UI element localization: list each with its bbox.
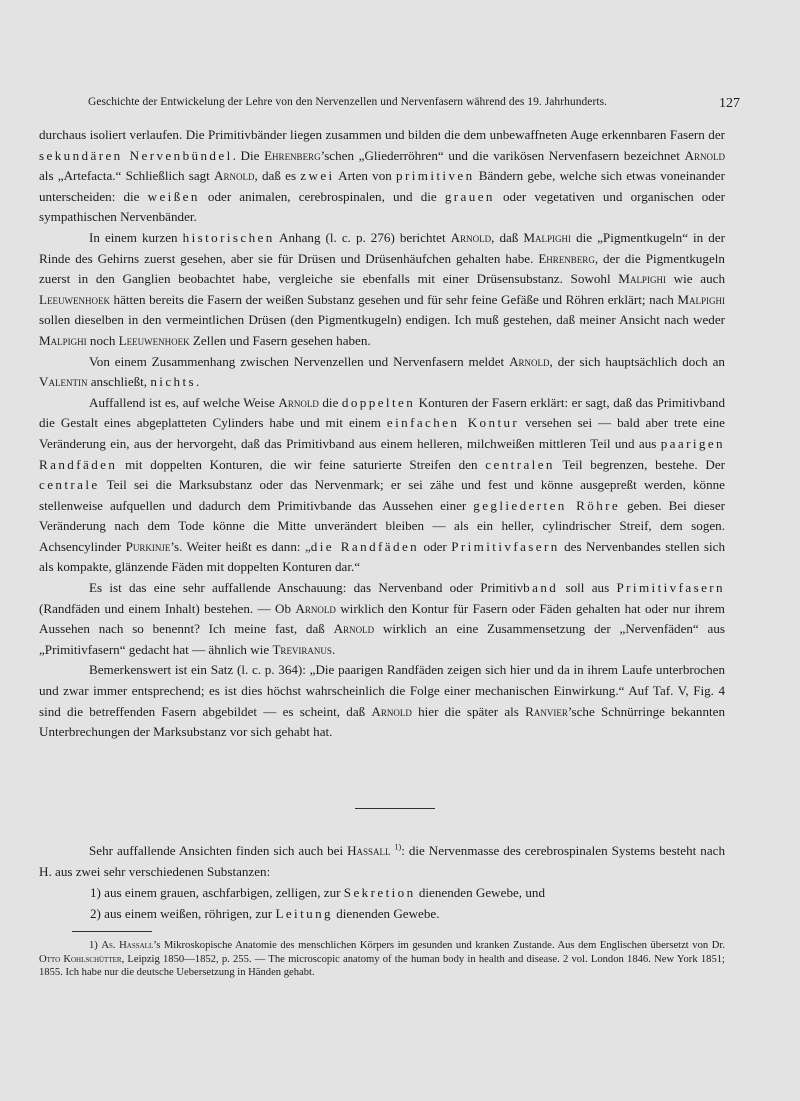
text-run: Es ist das eine sehr auffallende Anschauung: das Nervenband oder Primitiv — [89, 580, 524, 596]
author-name: Arnold — [333, 621, 375, 637]
page-number: 127 — [719, 96, 740, 111]
author-name: Otto Kohlschütter — [39, 953, 122, 965]
text-run: noch — [86, 332, 119, 348]
hassall-section — [39, 840, 725, 924]
text-run: ’sche Schnürringe bekannten Unterbrechungen der Marksubstanz vor sich gehabt hat. — [39, 703, 725, 740]
spaced-emphasis: grauen — [444, 188, 495, 204]
text-run: ’s. Weiter heißt es dann: „ — [170, 538, 311, 554]
text-run: oder animalen, cerebrospinalen, und die — [199, 188, 445, 204]
text-run: ’schen „Gliederröhren“ und die varikösen Nervenfasern bezeichnet — [320, 147, 685, 163]
author-name: Arnold — [684, 147, 725, 163]
author-name: Arnold — [450, 229, 492, 245]
footnote-ref: 1) — [394, 842, 402, 852]
footnote — [39, 939, 725, 980]
author-name: Malpighi — [677, 291, 725, 307]
spaced-emphasis: Primitivfasern — [451, 538, 560, 554]
author-name: Purkinje — [125, 538, 171, 554]
text-run: Von einem Zusammenhang zwischen Nervenzellen und Nervenfasern meldet — [89, 353, 510, 369]
text-run: Teil begrenzen, bestehe. Der — [554, 456, 725, 472]
text-run: oder vegetativen und organischen oder sympathischen Nervenbänder. — [39, 188, 726, 225]
text-run: wie auch — [665, 271, 725, 287]
text-run: , der die Pigmentkugeln zuerst in den Ganglien beobachtet habe, vergleiche sie ebenfalls mit einer Drüsensubstanz. Sowohl — [39, 250, 725, 287]
paragraph — [39, 125, 725, 228]
author-name: Arnold — [295, 600, 336, 616]
section-divider — [355, 808, 435, 809]
text-run: durchaus isoliert verlaufen. Die Primitivbänder liegen zusammen und bilden die dem unbewaffneten Auge erkennbaren Fasern der — [39, 127, 725, 142]
text-run: Sehr auffallende Ansichten finden sich auch bei — [89, 843, 348, 858]
author-name: Leeuwenhoek — [118, 332, 190, 348]
text-run: Zellen und Fasern gesehen haben. — [189, 332, 371, 348]
running-header — [88, 96, 740, 114]
author-name: Arnold — [509, 353, 550, 369]
list-item — [39, 882, 725, 903]
spaced-emphasis: historischen — [182, 229, 275, 245]
text-run: . Die — [232, 147, 265, 163]
text-run: Auffallend ist es, auf welche Weise — [89, 394, 279, 410]
text-run: Bemerkenswert ist ein Satz (l. c. p. 364): „Die paarigen Randfäden zeigen sich hier und da in ihrem Laufe unterbrochen und zwar immer entsprechend; es ist dies höchst wahrscheinlich die Folge einer mechanischen Einwirkung.“ Auf Taf. V, Fig. 4 sind die betreffenden Fasern abgebildet — es scheint, daß — [39, 662, 725, 719]
spaced-emphasis: sekundären Nervenbündel — [39, 147, 233, 163]
paragraph — [39, 578, 725, 660]
text-run: Konturen der Fasern erklärt: er sagt, daß das Primitivband die Gestalt eines abgeplatteten Cylinders habe und mit einem — [39, 394, 725, 431]
text-run: die „Pigmentkugeln“ in der Rinde des Gehirns zuerst gesehen, aber sie für Drüsen und Drüsenhäufchen gehalten habe. — [39, 229, 725, 266]
text-run: (Randfäden und einem Inhalt) bestehen. — Ob — [39, 600, 296, 616]
text-run: In einem kurzen — [89, 229, 183, 245]
text-run: hätten bereits die Fasern der weißen Substanz gesehen und für sehr feine Gefäße und Röhren erklärt; nach — [109, 291, 678, 307]
text-run: oder — [419, 538, 452, 554]
footnote-text — [39, 939, 725, 980]
author-name: Arnold — [214, 168, 255, 184]
spaced-emphasis: einfachen Kontur — [386, 415, 520, 431]
text-run: hier die später als — [411, 703, 526, 719]
text-run: mit doppelten Konturen, die wir feine saturierte Streifen den — [117, 456, 486, 472]
author-name: Valentin — [39, 374, 88, 390]
text-run: dienenden Gewebe, und — [415, 885, 545, 900]
text-run: soll aus — [558, 580, 617, 596]
paragraph — [39, 393, 725, 578]
spaced-emphasis: doppelten — [341, 394, 416, 410]
author-name: Treviranus — [272, 641, 332, 657]
text-run: : die Nervenmasse des cerebrospinalen Systems besteht nach H. aus zwei sehr verschiedenen Substanzen: — [39, 843, 725, 879]
author-name: Leeuwenhoek — [39, 291, 110, 307]
author-name: Malpighi — [39, 332, 87, 348]
author-name: Ehrenberg — [538, 250, 595, 266]
text-run: Anhang (l. c. p. 276) berichtet — [274, 229, 451, 245]
text-run: , Leipzig 1850—1852, p. 255. — The microscopic anatomy of the human body in health and disease. 2 vol. London 1846. New York 1851; 1855. Ich habe nur die deutsche Uebersetzung in Händen gehabt. — [39, 953, 725, 978]
text-run: versehen sei — bald aber trete eine Veränderung ein, aus der hervorgeht, daß das Primitivband aus einem helleren, milchweißen mittleren Teil und aus — [39, 415, 725, 451]
spaced-emphasis: Sekretion — [343, 885, 416, 900]
author-name: Malpighi — [523, 229, 572, 245]
footnote-rule — [72, 931, 152, 932]
paragraph — [39, 352, 725, 393]
author-name: As. Hassall — [101, 940, 154, 951]
spaced-emphasis: Leitung — [275, 906, 333, 921]
paragraph — [39, 660, 725, 742]
text-run: , der sich hauptsächlich doch an — [549, 353, 725, 369]
author-name: Arnold — [371, 703, 412, 719]
text-run: 1) aus einem grauen, aschfarbigen, zelligen, zur — [90, 885, 344, 900]
author-name: Malpighi — [618, 271, 666, 287]
text-run: sollen dieselben in den vermeintlichen Drüsen (den Pigmentkugeln) endigen. Ich muß gestehen, daß meiner Ansicht nach weder — [39, 312, 725, 328]
spaced-emphasis: centrale — [39, 477, 100, 493]
spaced-emphasis: band — [523, 580, 559, 596]
spaced-emphasis: nichts — [150, 374, 197, 390]
list-item — [39, 903, 725, 924]
spaced-emphasis: zwei — [300, 168, 335, 184]
author-name: Arnold — [278, 394, 319, 410]
text-run: wirklich den Kontur für Fasern oder Fäden gehalten hat oder nur ihrem Aussehen nach so benennt? Ich meine fast, daß — [39, 600, 725, 637]
spaced-emphasis: centralen — [485, 456, 555, 472]
text-run: 1) — [89, 940, 102, 951]
paragraph — [39, 228, 725, 352]
hassall-intro-paragraph — [39, 840, 725, 882]
spaced-emphasis: Primitivfasern — [616, 580, 725, 596]
main-text — [39, 125, 725, 743]
spaced-emphasis: weißen — [147, 188, 200, 204]
spaced-emphasis: gegliederten Röhre — [473, 497, 621, 513]
spaced-emphasis: primitiven — [396, 168, 475, 184]
text-run: Arten von — [334, 168, 397, 184]
author-name: Hassall — [347, 843, 391, 858]
spaced-emphasis: paarigen Randfäden — [39, 435, 725, 472]
text-run: , daß — [491, 229, 524, 245]
author-name: Ranvier — [525, 703, 568, 719]
spaced-emphasis: die Randfäden — [310, 538, 420, 554]
text-run: des Nervenbandes stellen sich als kompakte, glänzende Fäden mit doppelten Konturen dar.“ — [39, 538, 725, 575]
text-run: als „Artefacta.“ Schließlich sagt — [39, 168, 215, 184]
running-header-title: Geschichte der Entwickelung der Lehre von den Nervenzellen und Nervenfasern während des 19. Jahrhunderts. — [88, 96, 608, 108]
text-run: . — [331, 641, 336, 657]
text-run: wirklich an eine Zusammensetzung der „Nervenfäden“ aus „Primitivfasern“ gedacht hat — ähnlich wie — [39, 621, 725, 657]
text-run: . — [196, 374, 200, 390]
author-name: Ehrenberg — [264, 147, 321, 163]
text-run: , daß es — [254, 168, 301, 184]
text-run: geben. Bei dieser Veränderung nach dem Tode könne die Mitte unverändert bleiben — als ein heller, cylindrischer Streif, dem sogen. Achsencylinder — [39, 497, 725, 554]
text-run: 2) aus einem weißen, röhrigen, zur — [90, 906, 276, 921]
text-run: die — [318, 394, 342, 410]
text-run: anschließt, — [87, 374, 151, 390]
text-run: Bändern gebe, welche sich etwas voneinander unterscheiden: die — [39, 168, 725, 204]
text-run: Teil sei die Marksubstanz oder das Nervenmark; er sei zähe und fest und könne ausgepreßt werden, könne stellenweise aufquellen und dadurch dem Primitivbande das Aussehen einer — [39, 477, 725, 513]
text-run: dienenden Gewebe. — [332, 906, 440, 921]
text-run: ’s Mikroskopische Anatomie des menschlichen Körpers im gesunden und kranken Zustande. Aus dem Englischen übersetzt von Dr. — [153, 940, 725, 951]
